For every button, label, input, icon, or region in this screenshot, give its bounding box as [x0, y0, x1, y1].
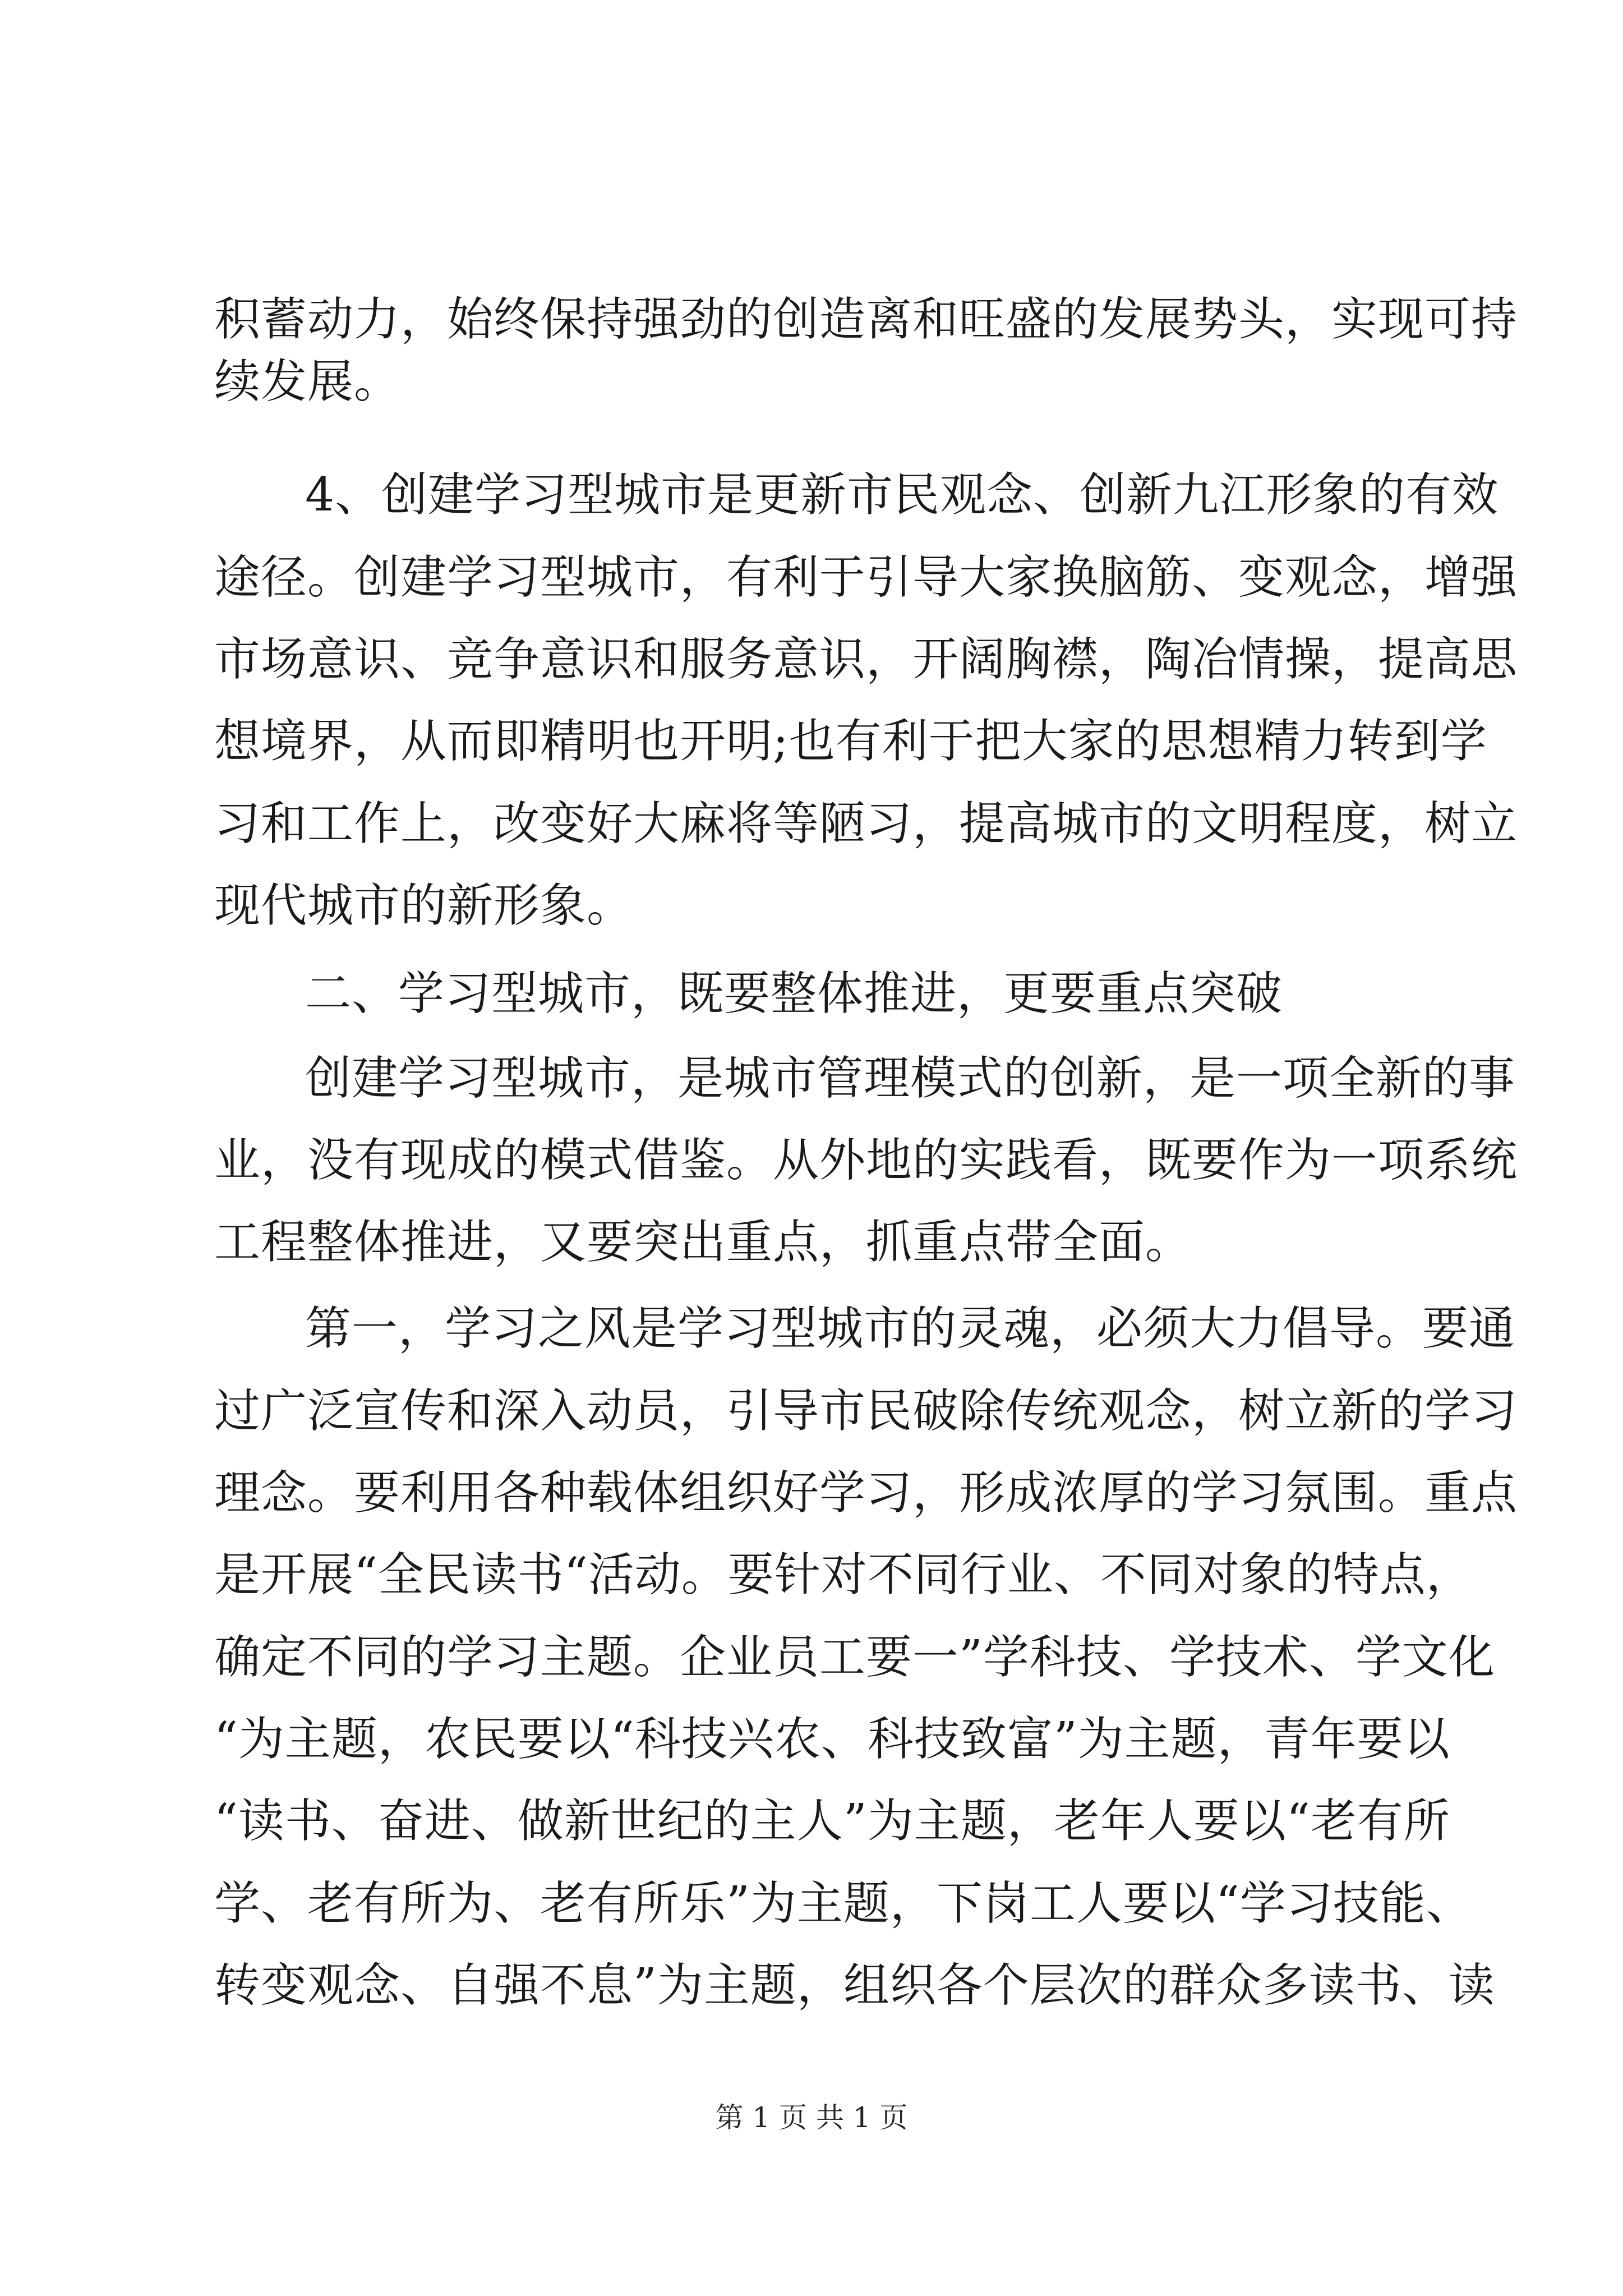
text-line: 积蓄动力，始终保持强劲的创造离和旺盛的发展势头，实现可持: [214, 293, 1518, 346]
text-line: 习和工作上，改变好大麻将等陋习，提高城市的文明程度，树立: [214, 797, 1518, 850]
paragraph-first-line: 4、创建学习型城市是更新市民观念、创新九江形象的有效: [305, 468, 1499, 522]
text-line: “读书、奋进、做新世纪的主人”为主题，老年人要以“老有所: [214, 1795, 1450, 1848]
paragraph-first-line: 创建学习型城市，是城市管理模式的创新，是一项全新的事: [305, 1052, 1516, 1105]
text-line: 市场意识、竞争意识和服务意识，开阔胸襟，陶冶情操，提高思: [214, 633, 1518, 686]
page-footer: 第 1 页 共 1 页: [715, 2101, 908, 2134]
text-line: 理念。要利用各种载体组织好学习，形成浓厚的学习氛围。重点: [214, 1466, 1518, 1520]
text-line: 想境界，从而即精明也开明;也有利于把大家的思想精力转到学: [214, 715, 1487, 768]
text-line: 现代城市的新形象。: [214, 879, 634, 932]
paragraph-first-line: 第一，学习之风是学习型城市的灵魂，必须大力倡导。要通: [305, 1302, 1516, 1355]
text-line: 转变观念、自强不息”为主题，组织各个层次的群众多读书、读: [214, 1959, 1495, 2012]
text-line: 是开展“全民读书“活动。要针对不同行业、不同对象的特点，: [214, 1548, 1473, 1602]
text-line: 确定不同的学习主题。企业员工要一”学科技、学技术、学文化: [214, 1631, 1495, 1684]
text-line: 业，没有现成的模式借鉴。从外地的实践看，既要作为一项系统: [214, 1134, 1518, 1187]
text-line: 工程整体推进，又要突出重点，抓重点带全面。: [214, 1216, 1192, 1269]
text-line: 续发展。: [214, 355, 401, 408]
text-line: 途径。创建学习型城市，有利于引导大家换脑筋、变观念，增强: [214, 551, 1518, 604]
section-heading: 二、学习型城市，既要整体推进，更要重点突破: [305, 967, 1283, 1020]
text-line: 学、老有所为、老有所乐”为主题，下岗工人要以“学习技能、: [214, 1877, 1473, 1930]
text-line: 过广泛宣传和深入动员，引导市民破除传统观念，树立新的学习: [214, 1384, 1518, 1438]
text-line: “为主题，农民要以“科技兴农、科技致富”为主题，青年要以: [214, 1713, 1450, 1766]
